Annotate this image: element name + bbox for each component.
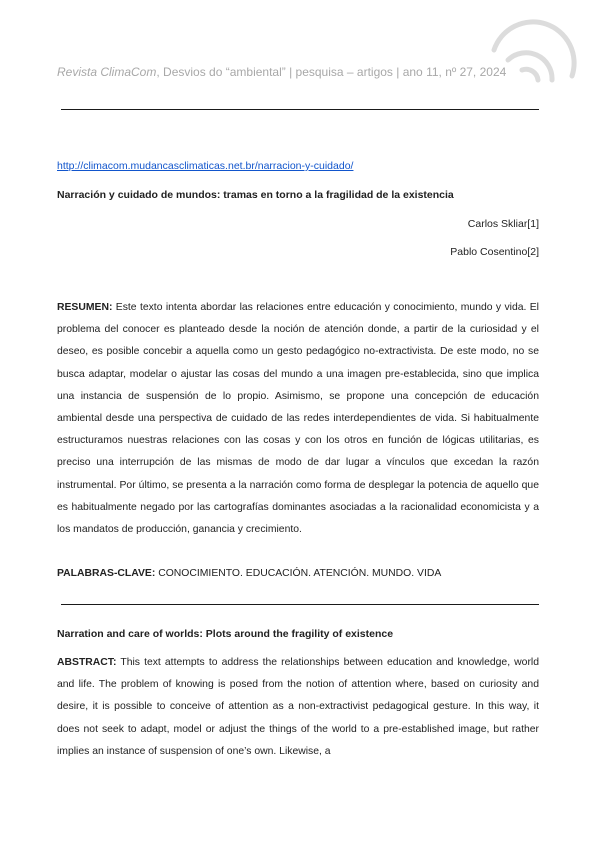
- article-url-link[interactable]: http://climacom.mudancasclimaticas.net.br/narracion-y-cuidado/: [57, 160, 354, 172]
- keywords-label: PALABRAS-CLAVE:: [57, 568, 156, 579]
- author-name: Pablo Cosentino[2]: [450, 246, 539, 258]
- keywords-text: CONOCIMIENTO. EDUCACIÓN. ATENCIÓN. MUNDO. VIDA: [158, 568, 442, 579]
- header-divider: [61, 109, 539, 110]
- abstract-text: This text attempts to address the relationships between education and knowledge, world and life. The problem of knowing is posed from the notion of attention where, based on curiosity and desire, it is possible to conceive of attention as a non-extractivist pedagogical gesture. In this way, it does not seek to adapt, model or adjust the things of the world to a pre-established image, but rather implies an instance of suspension of one’s own. Likewise, a: [57, 657, 539, 757]
- article-title-es: Narración y cuidado de mundos: tramas en torno a la fragilidad de la existencia: [57, 189, 454, 201]
- author-name: Carlos Skliar[1]: [467, 218, 539, 230]
- resumen-label: RESUMEN:: [57, 302, 113, 313]
- issue-info: , Desvios do “ambiental” | pesquisa – artigos | ano 11, nº 27, 2024: [156, 65, 507, 79]
- section-divider: [61, 604, 539, 605]
- journal-header: [57, 64, 517, 80]
- resumen-paragraph: [57, 297, 539, 541]
- resumen-text: Este texto intenta abordar las relaciones entre educación y conocimiento, mundo y vida. El problema del conocer es planteado desde la noción de atención donde, a partir de la curiosidad y el deseo, es posible concebir a aquella como un gesto pedagógico no-extractivista. De este modo, no se busca adaptar, modelar o ajustar las cosas del mundo a una imagen pre-establecida, sino que implica una instancia de suspensión de lo propio. Asimismo, se propone una concepción de educación ambiental desde una perspectiva de cuidado de las redes interdependientes de vida. Si habitualmente estructuramos nuestras relaciones con las cosas y con los otros en función de lógicas utilitarias, es preciso una interrupción de las mismas de modo de dar lugar a vínculos que excedan la razón instrumental. Por último, se presenta a la narración como forma de desplegar la potencia de aquello que es habitualmente negado por las cartografías dominantes asociadas a la racionalidad economicista y a los mandatos de producción, ganancia y crecimiento.: [57, 302, 539, 536]
- abstract-label: ABSTRACT:: [57, 657, 117, 668]
- keywords-line: [57, 568, 539, 579]
- journal-name: Revista ClimaCom: [57, 65, 157, 79]
- abstract-paragraph: [57, 652, 539, 763]
- article-title-en: Narration and care of worlds: Plots around the fragility of existence: [57, 628, 394, 640]
